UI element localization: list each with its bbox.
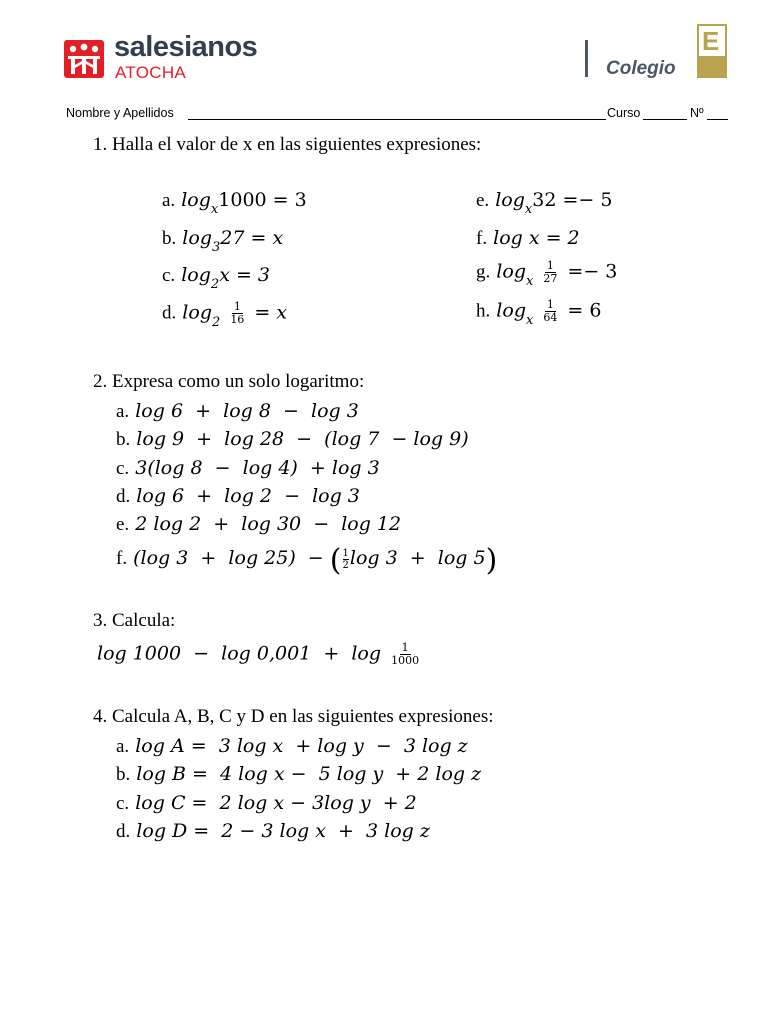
- q2-item-a: a. log 6 + log 8 − log 3: [116, 400, 359, 422]
- fraction: $\frac{1}{64}$: [543, 298, 558, 324]
- q1-item-h: h. $\log_x$ $\frac{1}{64}$ = 6: [476, 298, 602, 328]
- q1-item-f: f. log x = 2: [476, 227, 580, 249]
- quality-badge: [697, 24, 727, 78]
- fraction: $\frac{1}{16}$: [230, 300, 245, 326]
- brand-subtitle: ATOCHA: [115, 63, 187, 82]
- fraction: $\frac{1}{1000}$: [391, 641, 420, 667]
- q1-title: 1. Halla el valor de x en las siguientes expresiones:: [93, 134, 482, 155]
- q2-title: 2. Expresa como un solo logaritmo:: [93, 371, 365, 392]
- number-line[interactable]: [707, 119, 728, 120]
- q2-item-f: f. (log 3 + log 25) − ( $\frac{1}{2}$ log 3 + log 5): [116, 543, 498, 578]
- logo-figures-icon: [64, 40, 104, 78]
- fraction: $\frac{1}{2}$: [342, 547, 349, 571]
- q1-item-a: a. $\log_x1000 = 3$: [162, 189, 307, 217]
- curso-label: Curso: [607, 106, 641, 120]
- q1-item-e: e. $\log_x32 =- 5$: [476, 189, 613, 217]
- q4-title: 4. Calcula A, B, C y D en las siguientes expresiones:: [93, 706, 494, 727]
- header-divider: [585, 40, 588, 77]
- number-label: Nº: [690, 106, 704, 120]
- brand-name: salesianos: [114, 31, 258, 63]
- q2-item-b: b. log 9 + log 28 − (log 7 − log 9): [116, 428, 469, 450]
- q4-item-b: b. log B = 4 log x − 5 log y + 2 log z: [116, 763, 482, 785]
- q1-item-g: g. $\log_x$ $\frac{1}{27}$ =− 3: [476, 259, 618, 289]
- q2-item-e: e. 2 log 2 + log 30 − log 12: [116, 513, 402, 535]
- q1-item-d: d. $\log_2$ $\frac{1}{16}$ = x: [162, 300, 288, 330]
- q3-expression: log 1000 − log 0,001 + log $\frac{1}{1000}$: [97, 641, 420, 667]
- q4-item-a: a. log A = 3 log x + log y − 3 log z: [116, 735, 468, 757]
- colegio-label: Colegio: [606, 58, 676, 79]
- q3-title: 3. Calcula:: [93, 610, 176, 631]
- q4-item-d: d. log D = 2 − 3 log x + 3 log z: [116, 820, 430, 842]
- badge-stripe: [699, 56, 725, 76]
- name-line[interactable]: [188, 119, 606, 120]
- badge-letter: E: [702, 26, 720, 56]
- q2-item-d: d. log 6 + log 2 − log 3: [116, 485, 360, 507]
- q4-item-c: c. log C = 2 log x − 3log y + 2: [116, 792, 417, 814]
- school-logo: [64, 40, 104, 78]
- name-label: Nombre y Apellidos: [66, 106, 174, 120]
- curso-line[interactable]: [643, 119, 687, 120]
- q1-item-b: b. $\log_327 = x$: [162, 227, 284, 255]
- fraction: $\frac{1}{27}$: [543, 259, 558, 285]
- q1-item-c: c. $\log_2x = 3$: [162, 264, 271, 292]
- q2-item-c: c. 3(log 8 − log 4) + log 3: [116, 457, 380, 479]
